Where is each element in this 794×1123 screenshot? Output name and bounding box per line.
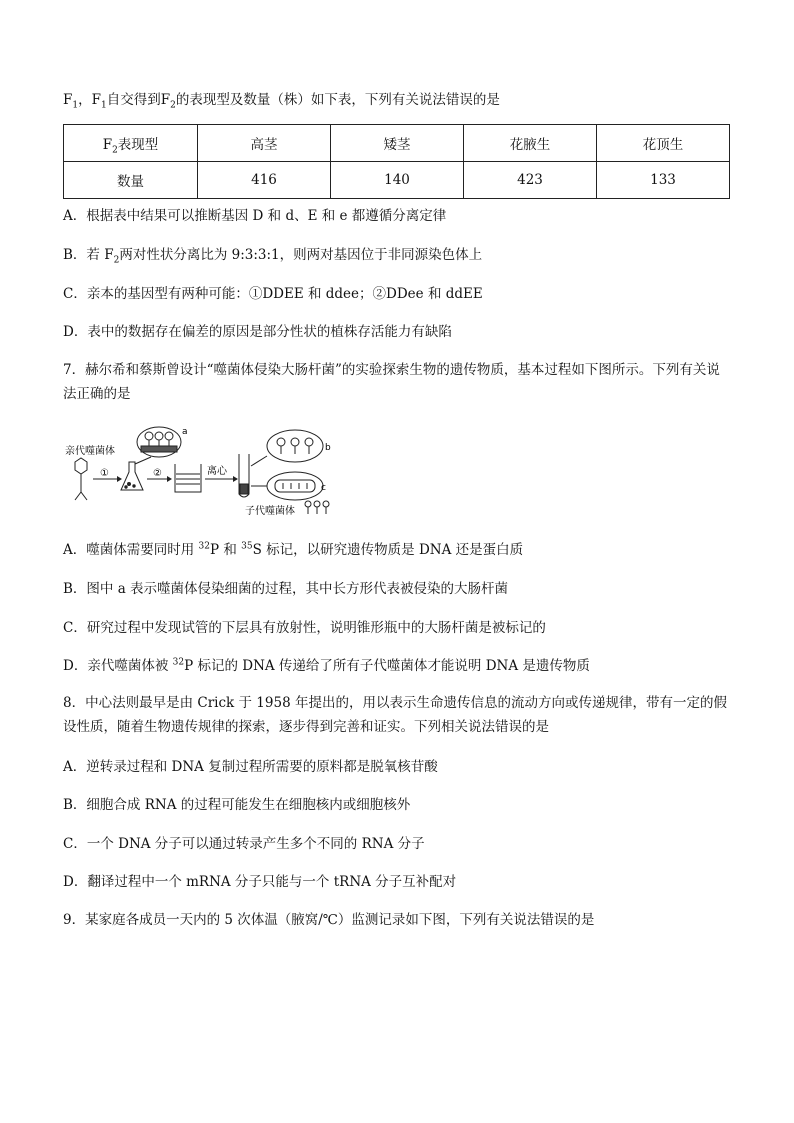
q9-stem: 9．某家庭各成员一天内的 5 次体温（腋窝/℃）监测记录如下图，下列有关说法错误的是 xyxy=(63,912,595,928)
step-1-label: ① xyxy=(100,468,109,479)
label-a: a xyxy=(182,427,188,437)
q7-option-a: A．噬菌体需要同时用 $^{32}$P 和 $^{35}$S 标记，以研究遗传物质是 DNA 还是蛋白质 xyxy=(63,541,524,558)
q7-option-d: D．亲代噬菌体被 $^{32}$P 标记的 DNA 传递给了所有子代噬菌体才能说明 DNA 是遗传物质 xyxy=(63,657,590,674)
parent-phage-icon xyxy=(75,458,87,500)
q7-option-b: B．图中 a 表示噬菌体侵染细菌的过程，其中长方形代表被侵染的大肠杆菌 xyxy=(63,581,509,597)
phage-experiment-diagram xyxy=(63,424,333,516)
label-b: b xyxy=(325,443,331,453)
q7-stem: 7．赫尔希和蔡斯曾设计“噬菌体侵染大肠杆菌”的实验探索生物的遗传物质，基本过程如下图所示。下列有关说法正确的是 xyxy=(63,362,720,402)
supernatant-bubble xyxy=(267,430,323,462)
table-cell: 133 xyxy=(597,162,730,199)
q8-option-a: A．逆转录过程和 DNA 复制过程所需要的原料都是脱氧核苷酸 xyxy=(63,759,438,775)
table-row xyxy=(64,162,730,199)
child-phage-label: 子代噬菌体 xyxy=(245,506,295,516)
table-header-cell: 花顶生 xyxy=(597,125,730,162)
q6-option-c: C．亲本的基因型有两种可能：①DDEE 和 ddee；②DDee 和 ddEE xyxy=(63,286,483,302)
table-header-cell: 花腋生 xyxy=(464,125,597,162)
question-intro: $F_1$，$F_1$自交得到$F_2$的表现型及数量（株）如下表，下列有关说法错误的是 xyxy=(63,92,500,111)
q6-option-b: B．若 $F_2$两对性状分离比为 9:3:3:1，则两对基因位于非同源染色体上 xyxy=(63,247,483,266)
phenotype-table xyxy=(63,124,730,199)
q8-stem: 8．中心法则最早是由 Crick 于 1958 年提出的，用以表示生命遗传信息的流动方向或传递规律，带有一定的假设性质，随着生物遗传规律的探索，逐步得到完善和证实。下列相关说法错误的是 xyxy=(63,695,727,735)
flask-icon xyxy=(121,462,143,490)
q7-option-c: C．研究过程中发现试管的下层具有放射性，说明锥形瓶中的大肠杆菌是被标记的 xyxy=(63,620,546,636)
q8-option-c: C．一个 DNA 分子可以通过转录产生多个不同的 RNA 分子 xyxy=(63,836,425,852)
infection-bubble xyxy=(135,427,181,464)
table-cell: 416 xyxy=(198,162,331,199)
precipitate-bubble xyxy=(267,472,323,500)
beaker-icon xyxy=(175,464,201,492)
q8-option-d: D．翻译过程中一个 mRNA 分子只能与一个 tRNA 分子互补配对 xyxy=(63,874,457,890)
table-cell: 140 xyxy=(331,162,464,199)
child-phage-icons xyxy=(305,501,329,514)
label-c: c xyxy=(321,483,326,493)
table-cell: 423 xyxy=(464,162,597,199)
table-header-label: $F_2$表现型 xyxy=(64,125,198,162)
table-header-cell: 高茎 xyxy=(198,125,331,162)
q6-option-d: D．表中的数据存在偏差的原因是部分性状的植株存活能力有缺陷 xyxy=(63,324,452,340)
parent-phage-label: 亲代噬菌体 xyxy=(65,446,115,457)
q6-option-a: A．根据表中结果可以推断基因 D 和 d、E 和 e 都遵循分离定律 xyxy=(63,208,447,224)
table-header-cell: 矮茎 xyxy=(331,125,464,162)
centrifuge-label: 离心 xyxy=(207,466,227,477)
table-row-label: 数量 xyxy=(64,162,198,199)
table-header-row xyxy=(64,125,730,162)
test-tube-icon xyxy=(239,454,249,497)
q8-option-b: B．细胞合成 RNA 的过程可能发生在细胞核内或细胞核外 xyxy=(63,797,411,813)
step-2-label: ② xyxy=(153,468,162,479)
